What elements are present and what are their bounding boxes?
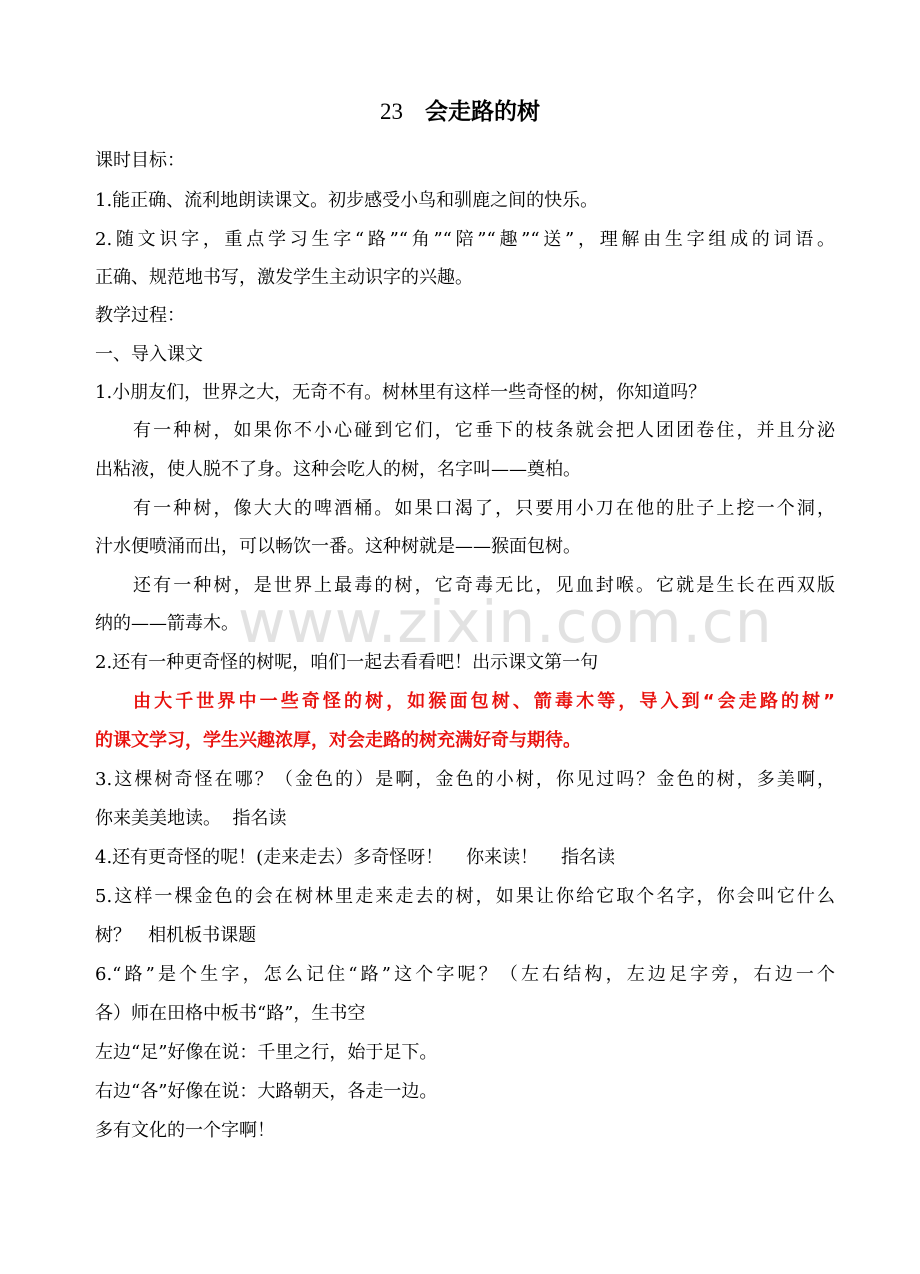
paragraph-line: 4.还有更奇怪的呢！(走来走去）多奇怪呀！ 你来读！ 指名读 (95, 847, 615, 868)
process-heading: 教学过程： (95, 305, 185, 326)
section-heading-intro: 一、导入课文 (95, 344, 203, 365)
objective-2-cont: 正确、规范地书写，激发学生主动识字的兴趣。 (95, 267, 473, 288)
paragraph-line: 6.“路”是个生字，怎么记住“路”这个字呢？（左右结构，左边足字旁，右边一个 (95, 964, 835, 985)
paragraph-line: 右边“各”好像在说：大路朝天，各走一边。 (95, 1081, 438, 1102)
paragraph-line: 汁水便喷涌而出，可以畅饮一番。这种树就是——猴面包树。 (95, 536, 581, 557)
paragraph-line: 有一种树，如果你不小心碰到它们，它垂下的枝条就会把人团团卷住，并且分泌 (133, 420, 835, 441)
paragraph-line: 有一种树，像大大的啤酒桶。如果口渴了，只要用小刀在他的肚子上挖一个洞， (133, 498, 835, 519)
paragraph-line: 各）师在田格中板书“路”，生书空 (95, 1003, 366, 1024)
paragraph-line: 左边“足”好像在说：千里之行，始于足下。 (95, 1042, 438, 1063)
teaching-note: 由大千世界中一些奇怪的树，如猴面包树、箭毒木等，导入到“会走路的树” (133, 691, 835, 712)
paragraph-line: 5.这样一棵金色的会在树林里走来走去的树，如果让你给它取个名字，你会叫它什么 (95, 886, 835, 907)
paragraph-line: 树？ 相机板书课题 (95, 925, 257, 946)
lesson-number: 23 (380, 99, 403, 124)
paragraph-line: 出粘液，使人脱不了身。这种会吃人的树，名字叫——奠柏。 (95, 459, 581, 480)
page-title (0, 94, 920, 130)
teaching-note-cont: 的课文学习，学生兴趣浓厚，对会走路的树充满好奇与期待。 (95, 730, 581, 751)
objectives-heading: 课时目标： (95, 150, 185, 171)
watermark: www.zixin.com.cn (238, 588, 773, 656)
paragraph-line: 还有一种树，是世界上最毒的树，它奇毒无比，见血封喉。它就是生长在西双版 (133, 575, 835, 596)
objective-1: 1.能正确、流利地朗读课文。初步感受小鸟和驯鹿之间的快乐。 (95, 190, 599, 211)
paragraph-line: 1.小朋友们，世界之大，无奇不有。树林里有这样一些奇怪的树，你知道吗？ (95, 382, 707, 403)
paragraph-line: 多有文化的一个字啊！ (95, 1120, 275, 1141)
paragraph-line: 3.这棵树奇怪在哪？（金色的）是啊，金色的小树，你见过吗？金色的树，多美啊， (95, 769, 835, 790)
objective-2: 2.随文识字，重点学习生字“路”“角”“陪”“趣”“送”，理解由生字组成的词语。 (95, 229, 835, 250)
lesson-title: 会走路的树 (425, 99, 540, 125)
paragraph-line: 纳的——箭毒木。 (95, 613, 239, 634)
paragraph-line: 2.还有一种更奇怪的树呢，咱们一起去看看吧！出示课文第一句 (95, 652, 599, 673)
paragraph-line: 你来美美地读。 指名读 (95, 808, 287, 829)
